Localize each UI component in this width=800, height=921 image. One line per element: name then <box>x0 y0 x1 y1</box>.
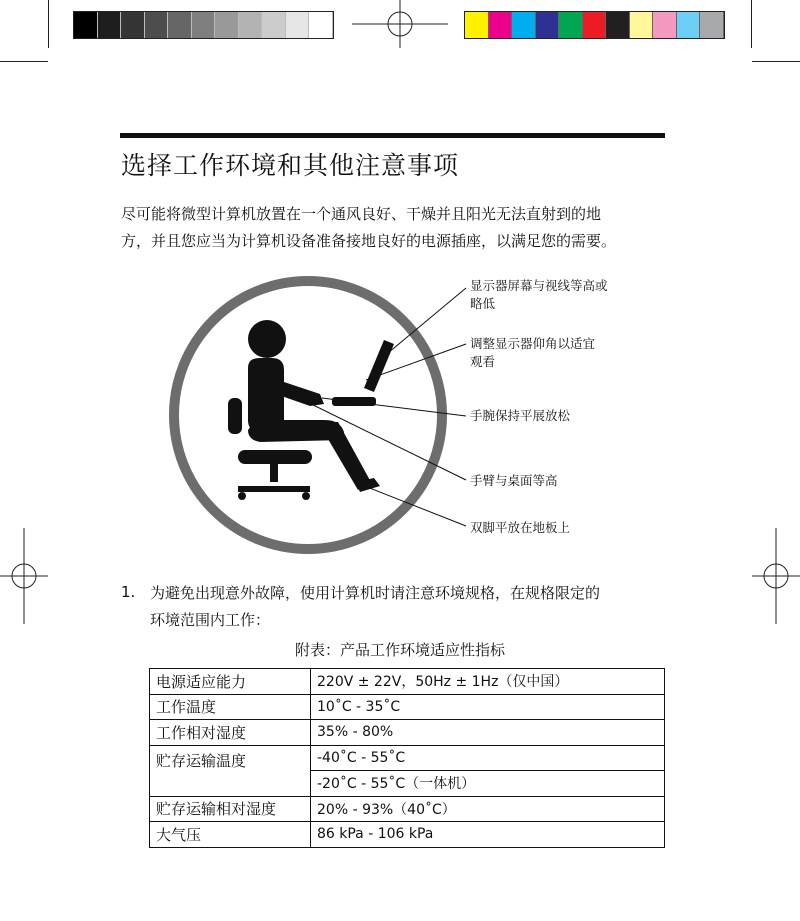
table-row <box>150 822 665 848</box>
list-number: 1. <box>121 583 136 601</box>
table-value-cell: 20% - 93%（40˚C） <box>311 796 665 822</box>
table-caption: 附表：产品工作环境适应性指标 <box>294 641 505 659</box>
label-feet: 双脚平放在地板上 <box>470 520 571 535</box>
table-value-cell: -40˚C - 55˚C <box>311 745 665 771</box>
table-value-cell: 86 kPa - 106 kPa <box>311 822 665 848</box>
table-key-cell: 工作相对湿度 <box>150 720 311 746</box>
section-title: 选择工作环境和其他注意事项 <box>121 151 460 180</box>
table-key-cell: 电源适应能力 <box>150 669 311 695</box>
label-monitor-angle: 调整显示器仰角以适宜 观看 <box>470 336 596 369</box>
intro-line-1: 尽可能将微型计算机放置在一个通风良好、干燥并且阳光无法直射到的地 <box>121 205 602 223</box>
table-key-cell: 贮存运输温度 <box>150 745 311 796</box>
table-key-cell: 大气压 <box>150 822 311 848</box>
table-value-cell: -20˚C - 55˚C（一体机） <box>311 771 665 797</box>
table-key-cell: 工作温度 <box>150 694 311 720</box>
table-row <box>150 669 665 695</box>
table-value-cell: 220V ± 22V，50Hz ± 1Hz（仅中国） <box>311 669 665 695</box>
table-value-cell: 10˚C - 35˚C <box>311 694 665 720</box>
table-row <box>150 694 665 720</box>
table-row <box>150 745 665 771</box>
label-arm: 手臂与桌面等高 <box>470 473 558 488</box>
environment-spec-table <box>149 668 665 848</box>
table-row <box>150 796 665 822</box>
label-wrist: 手腕保持平展放松 <box>470 408 571 423</box>
table-value-cell: 35% - 80% <box>311 720 665 746</box>
label-monitor-height: 显示器屏幕与视线等高或 略低 <box>470 278 608 311</box>
intro-line-2: 方，并且您应当为计算机设备准备接地良好的电源插座，以满足您的需要。 <box>121 232 617 250</box>
list-item-text: 为避免出现意外故障，使用计算机时请注意环境规格，在规格限定的 环境范围内工作： <box>150 584 601 629</box>
table-key-cell: 贮存运输相对湿度 <box>150 796 311 822</box>
table-row <box>150 720 665 746</box>
